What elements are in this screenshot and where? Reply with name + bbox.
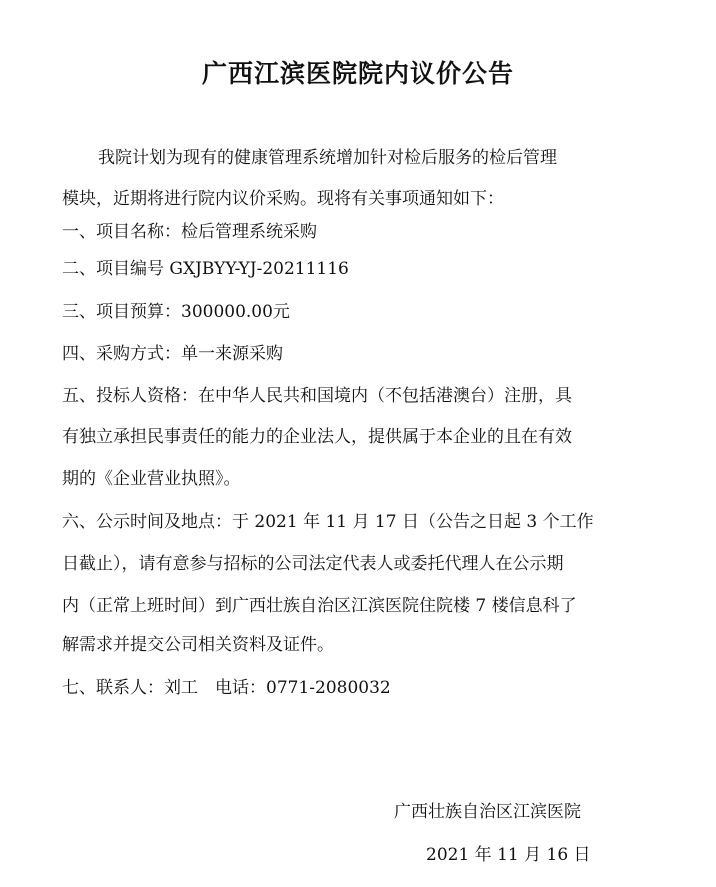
item-project-name: 一、项目名称：检后管理系统采购 — [62, 222, 317, 242]
item-qualification-line-3: 期的《企业营业执照》。 — [62, 469, 241, 489]
item-procurement-method: 四、采购方式：单一来源采购 — [62, 344, 283, 364]
item-time-place-line-2: 日截止），请有意参与招标的公司法定代表人或委托代理人在公示期 — [62, 554, 564, 574]
item-contact: 七、联系人：刘工 电话：0771-2080032 — [62, 678, 391, 698]
item-time-place-line-3: 内（正常上班时间）到广西壮族自治区江滨医院住院楼 7 楼信息科了 — [62, 596, 577, 616]
intro-line-2: 模块，近期将进行院内议价采购。现将有关事项通知如下： — [62, 189, 504, 209]
item-time-place-line-1: 六、公示时间及地点：于 2021 年 11 月 17 日（公告之日起 3 个工作 — [62, 512, 594, 532]
item-qualification-line-1: 五、投标人资格：在中华人民共和国境内（不包括港澳台）注册，具 — [62, 386, 572, 406]
signature-date: 2021 年 11 月 16 日 — [426, 845, 591, 865]
item-project-number: 二、项目编号 GXJBYY-YJ-20211116 — [62, 259, 349, 279]
intro-line-1: 我院计划为现有的健康管理系统增加针对检后服务的检后管理 — [98, 148, 557, 168]
item-time-place-line-4: 解需求并提交公司相关资料及证件。 — [62, 635, 334, 655]
item-qualification-line-2: 有独立承担民事责任的能力的企业法人，提供属于本企业的且在有效 — [62, 427, 572, 447]
item-budget: 三、项目预算：300000.00元 — [62, 302, 290, 322]
notice-title: 广西江滨医院院内议价公告 — [201, 59, 514, 88]
signature-org: 广西壮族自治区江滨医院 — [394, 802, 581, 822]
